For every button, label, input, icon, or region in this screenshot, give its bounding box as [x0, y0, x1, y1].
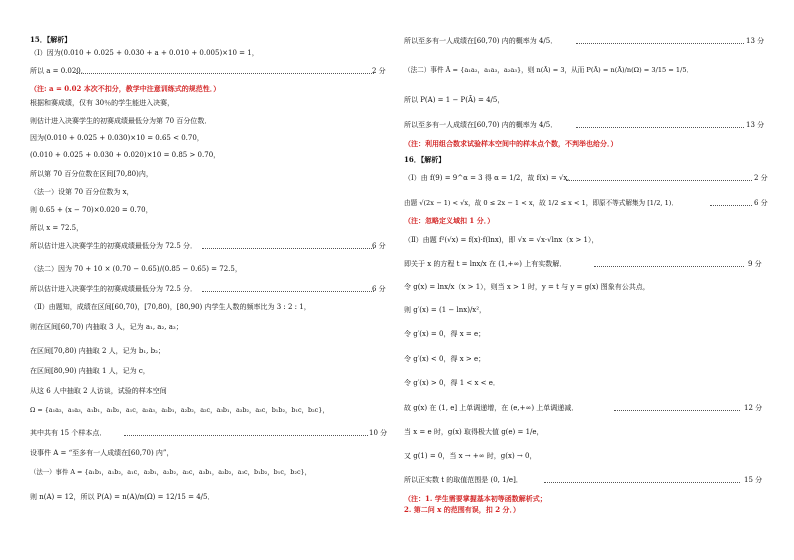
q15-title: 15．【解析】	[30, 35, 72, 44]
m1-line1: （法一）设第 70 百分位数为 x，	[30, 188, 134, 196]
m2-line1: （法二）因为 70 + 10 × (0.70 − 0.65)/(0.85 − 0.65) = 72.5，	[30, 265, 242, 273]
r3: 所以 P(A) = 1 − P(Ā) = 4/5，	[404, 96, 505, 104]
p2-line8: 设事件 A = “至多有一人成绩在[60,70) 内”，	[30, 449, 174, 457]
note2: （注：利用组合数求试验样本空间中的样本点个数，不判举也给分．）	[404, 139, 618, 148]
p2-line7: 其中共有 15 个样本点．	[30, 429, 107, 437]
line-l6: 因为(0.010 + 0.025 + 0.030)×10 = 0.65 < 0.70，	[30, 134, 204, 142]
dotted-leader	[76, 73, 374, 74]
q2-line2: 即关于 x 的方程 t = lnx/x 在 (1,+∞) 上有实数解．	[404, 260, 567, 268]
dotted-leader	[576, 127, 744, 128]
dotted-leader	[202, 291, 374, 292]
dotted-leader	[710, 205, 752, 206]
dotted-leader	[124, 435, 368, 436]
line-l7: (0.010 + 0.025 + 0.030 + 0.020)×10 = 0.85 > 0.70，	[30, 151, 221, 159]
p2-line3: 在区间[70,80) 内抽取 2 人，记为 b₁, b₂；	[30, 347, 165, 355]
q2-line10: 又 g(1) = 0，当 x → +∞ 时，g(x) → 0，	[404, 452, 537, 460]
dotted-leader	[576, 43, 744, 44]
note5: 2. 第二问 x 的范围有误，扣 2 分．）	[404, 505, 521, 514]
dotted-leader	[614, 410, 740, 411]
note4: （注：1. 学生需要掌握基本初等函数解析式；	[404, 494, 547, 503]
m1-line2: 则 0.65 + (x − 70)×0.020 = 0.70，	[30, 206, 153, 214]
m3-line1: （法一）事件 A = {a₁b₁，a₁b₂，a₁c，a₂b₁，a₂b₂，a₂c，a₃b₁，a₃b₂，a₃c，b₁b₂，b₁c，b₂c}，	[30, 468, 311, 476]
p1-line1: （Ⅰ）因为(0.010 + 0.025 + 0.030 + a + 0.010 + 0.005)×10 = 1，	[30, 49, 259, 57]
p2-score: 10 分	[369, 429, 388, 437]
sample-space: Ω = {a₁a₂，a₁a₃，a₁b₁，a₁b₂，a₁c，a₂a₃，a₂b₁，a₂b₂，a₂c，a₃b₁，a₃b₂，a₃c，b₁b₂，b₁c，b₂c}，	[30, 406, 329, 414]
p1-line2: 所以 a = 0.020．	[30, 67, 88, 75]
m2-score: 6 分	[372, 285, 386, 293]
q2-line8: 故 g(x) 在 (1, e] 上单调递增，在 (e,+∞) 上单调递减．	[404, 404, 579, 412]
p1-score: 2 分	[372, 67, 386, 75]
note3: （注：忽略定义域扣 1 分．）	[404, 216, 495, 225]
q1-line1: （Ⅰ）由 f(9) = 9^α = 3 得 α = 1/2，故 f(x) = √x．	[404, 174, 575, 182]
q2-line11: 所以正实数 t 的取值范围是 (0, 1/e]．	[404, 476, 523, 484]
r2: （法二）事件 Ā = {a₁a₂，a₁a₃，a₂a₃}，则 n(Ā) = 3，从而 P(Ā) = n(Ā)/n(Ω) = 3/15 = 1/5．	[404, 66, 694, 74]
q2-line9: 当 x = e 时，g(x) 取得极大值 g(e) = 1/e，	[404, 428, 544, 436]
line-l8: 所以第 70 百分位数在区间[70,80)内，	[30, 170, 153, 178]
m1-score: 6 分	[372, 242, 386, 250]
p2-line5: 从这 6 人中抽取 2 人访谈，试验的样本空间	[30, 387, 167, 395]
dotted-leader	[544, 482, 740, 483]
q2-line7: 令 g′(x) > 0，得 1 < x < e．	[404, 379, 500, 387]
q1-score1: 2 分	[754, 174, 768, 182]
r4: 所以至多有一人成绩在[60,70) 内的概率为 4/5．	[404, 121, 558, 129]
q2-line1: （Ⅱ）由题 f²(√x) = f(x)·f(lnx)，即 √x = √x·√lnx（x > 1），	[404, 236, 599, 244]
m1-line3: 所以 x = 72.5，	[30, 224, 84, 232]
r4-score: 13 分	[746, 121, 765, 129]
q2-score3: 15 分	[744, 476, 763, 484]
q2-line4: 则 g′(x) = (1 − lnx)/x²，	[404, 306, 487, 314]
r1: 所以至多有一人成绩在[60,70) 内的概率为 4/5．	[404, 37, 558, 45]
p2-line1: （Ⅱ）由题知，成绩在区间[60,70)，[70,80)，[80,90) 内学生人数的频率比为 3 : 2 : 1，	[30, 303, 311, 311]
dotted-leader	[202, 248, 374, 249]
q1-line2: 由题 √(2x − 1) < √x，故 0 ≤ 2x − 1 < x，故 1/2 ≤ x < 1，即原不等式解集为 [1/2, 1)．	[404, 199, 678, 207]
q2-line5: 令 g′(x) = 0，得 x = e；	[404, 330, 486, 338]
q1-score2: 6 分	[754, 199, 768, 207]
q16-title: 16．【解析】	[404, 155, 446, 164]
q2-score2: 12 分	[744, 404, 763, 412]
q2-score1: 9 分	[748, 260, 762, 268]
note1: （注: a = 0.02 本次不扣分，教学中注意训练式的规范性．）	[30, 84, 221, 93]
dotted-leader	[566, 180, 752, 181]
dotted-leader	[594, 266, 744, 267]
m2-line2: 所以估计进入决赛学生的初赛成绩最低分为 72.5 分．	[30, 285, 198, 293]
m3-line2: 则 n(A) = 12，所以 P(A) = n(A)/n(Ω) = 12/15 = 4/5．	[30, 493, 215, 501]
m1-line4: 所以估计进入决赛学生的初赛成绩最低分为 72.5 分．	[30, 242, 198, 250]
p2-line2: 则在区间[60,70) 内抽取 3 人，记为 a₁, a₂, a₃；	[30, 323, 183, 331]
q2-line3: 令 g(x) = lnx/x（x > 1），则当 x > 1 时，y = t 与 y = g(x) 图象有公共点，	[404, 283, 650, 291]
p2-line4: 在区间[80,90) 内抽取 1 人，记为 c，	[30, 367, 150, 375]
line-l5: 则估计进入决赛学生的初赛成绩最低分为第 70 百分位数．	[30, 117, 212, 125]
q2-line6: 令 g′(x) < 0，得 x > e；	[404, 355, 486, 363]
line-l4: 根据和赛成绩，仅有 30％的学生能进入决赛，	[30, 99, 175, 107]
r1-score: 13 分	[746, 37, 765, 45]
